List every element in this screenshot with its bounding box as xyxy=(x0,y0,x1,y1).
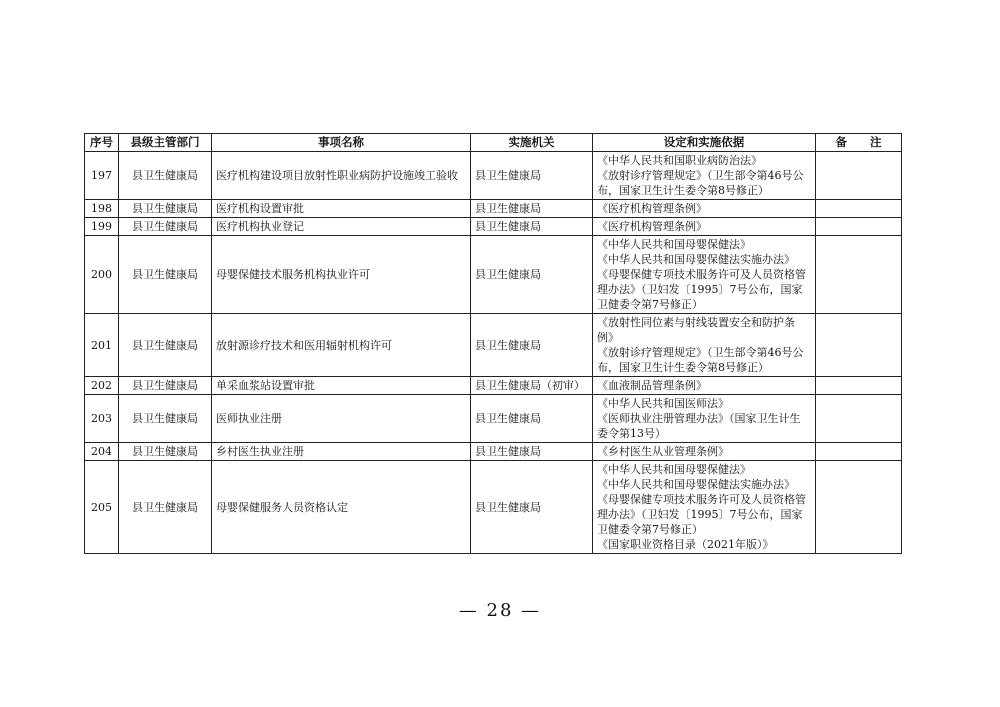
cell-no: 205 xyxy=(85,461,119,554)
basis-line: 《医疗机构管理条例》 xyxy=(597,202,707,215)
cell-no: 197 xyxy=(85,152,119,200)
cell-dept: 县卫生健康局 xyxy=(119,218,212,236)
cell-item: 医疗机构设置审批 xyxy=(212,200,471,218)
basis-line: 《放射性同位素与射线装置安全和防护条例》 xyxy=(597,316,795,344)
cell-no: 204 xyxy=(85,443,119,461)
basis-line: 《放射诊疗管理规定》（卫生部令第46号公布，国家卫生计生委令第8号修正） xyxy=(597,346,804,374)
cell-item: 医疗机构建设项目放射性职业病防护设施竣工验收 xyxy=(212,152,471,200)
basis-line: 《中华人民共和国职业病防治法》 xyxy=(597,154,762,167)
cell-no: 200 xyxy=(85,236,119,314)
basis-line: 《母婴保健专项技术服务许可及人员资格管理办法》（卫妇发〔1995〕7号公布，国家卫健委令第7号修正） xyxy=(597,493,806,536)
table-header-row xyxy=(85,134,902,152)
cell-item: 单采血浆站设置审批 xyxy=(212,377,471,395)
cell-org: 县卫生健康局 xyxy=(471,218,593,236)
basis-line: 《医师执业注册管理办法》（国家卫生计生委令第13号） xyxy=(597,412,801,440)
cell-dept: 县卫生健康局 xyxy=(119,236,212,314)
cell-basis xyxy=(593,377,816,395)
cell-note xyxy=(816,395,902,443)
table-row xyxy=(85,236,902,314)
basis-line: 《中华人民共和国母婴保健法》 xyxy=(597,463,751,476)
cell-note xyxy=(816,236,902,314)
header-item: 事项名称 xyxy=(212,134,471,152)
cell-no: 201 xyxy=(85,314,119,377)
cell-org: 县卫生健康局 xyxy=(471,152,593,200)
table-row xyxy=(85,314,902,377)
cell-org: 县卫生健康局 xyxy=(471,236,593,314)
basis-line: 《乡村医生从业管理条例》 xyxy=(597,445,729,458)
cell-dept: 县卫生健康局 xyxy=(119,461,212,554)
cell-dept: 县卫生健康局 xyxy=(119,152,212,200)
cell-basis xyxy=(593,461,816,554)
header-no: 序号 xyxy=(85,134,119,152)
cell-item: 放射源诊疗技术和医用辐射机构许可 xyxy=(212,314,471,377)
basis-line: 《国家职业资格目录（2021年版）》 xyxy=(597,538,774,551)
basis-line: 《医疗机构管理条例》 xyxy=(597,220,707,233)
cell-org: 县卫生健康局 xyxy=(471,461,593,554)
cell-dept: 县卫生健康局 xyxy=(119,314,212,377)
table-body xyxy=(85,152,902,554)
cell-item: 医疗机构执业登记 xyxy=(212,218,471,236)
table-row xyxy=(85,395,902,443)
cell-dept: 县卫生健康局 xyxy=(119,377,212,395)
table-row xyxy=(85,443,902,461)
cell-note xyxy=(816,152,902,200)
cell-basis xyxy=(593,200,816,218)
cell-basis xyxy=(593,236,816,314)
cell-dept: 县卫生健康局 xyxy=(119,200,212,218)
basis-line: 《血液制品管理条例》 xyxy=(597,379,707,392)
cell-basis xyxy=(593,314,816,377)
basis-line: 《中华人民共和国母婴保健法》 xyxy=(597,238,751,251)
cell-org: 县卫生健康局 xyxy=(471,200,593,218)
page-number: — 28 — xyxy=(458,600,542,621)
cell-note xyxy=(816,443,902,461)
cell-basis xyxy=(593,443,816,461)
header-org: 实施机关 xyxy=(471,134,593,152)
cell-item: 母婴保健服务人员资格认定 xyxy=(212,461,471,554)
table-row xyxy=(85,461,902,554)
cell-no: 199 xyxy=(85,218,119,236)
approval-items-table xyxy=(84,133,902,554)
basis-line: 《放射诊疗管理规定》（卫生部令第46号公布，国家卫生计生委令第8号修正） xyxy=(597,169,804,197)
cell-org: 县卫生健康局 xyxy=(471,443,593,461)
cell-basis xyxy=(593,152,816,200)
cell-note xyxy=(816,200,902,218)
header-note: 备 注 xyxy=(816,134,902,152)
cell-dept: 县卫生健康局 xyxy=(119,395,212,443)
table-row xyxy=(85,200,902,218)
basis-line: 《中华人民共和国医师法》 xyxy=(597,397,729,410)
table-row xyxy=(85,218,902,236)
cell-note xyxy=(816,218,902,236)
cell-note xyxy=(816,314,902,377)
basis-line: 《中华人民共和国母婴保健法实施办法》 xyxy=(597,478,795,491)
cell-org: 县卫生健康局 xyxy=(471,395,593,443)
cell-no: 202 xyxy=(85,377,119,395)
cell-item: 母婴保健技术服务机构执业许可 xyxy=(212,236,471,314)
cell-item: 医师执业注册 xyxy=(212,395,471,443)
header-dept: 县级主管部门 xyxy=(119,134,212,152)
cell-basis xyxy=(593,395,816,443)
cell-note xyxy=(816,461,902,554)
cell-no: 198 xyxy=(85,200,119,218)
cell-item: 乡村医生执业注册 xyxy=(212,443,471,461)
basis-line: 《母婴保健专项技术服务许可及人员资格管理办法》（卫妇发〔1995〕7号公布，国家卫健委令第7号修正） xyxy=(597,268,806,311)
header-basis: 设定和实施依据 xyxy=(593,134,816,152)
cell-org: 县卫生健康局 xyxy=(471,314,593,377)
table-row xyxy=(85,152,902,200)
cell-org: 县卫生健康局（初审） xyxy=(471,377,593,395)
cell-note xyxy=(816,377,902,395)
cell-dept: 县卫生健康局 xyxy=(119,443,212,461)
cell-no: 203 xyxy=(85,395,119,443)
basis-line: 《中华人民共和国母婴保健法实施办法》 xyxy=(597,253,795,266)
cell-basis xyxy=(593,218,816,236)
table-row xyxy=(85,377,902,395)
